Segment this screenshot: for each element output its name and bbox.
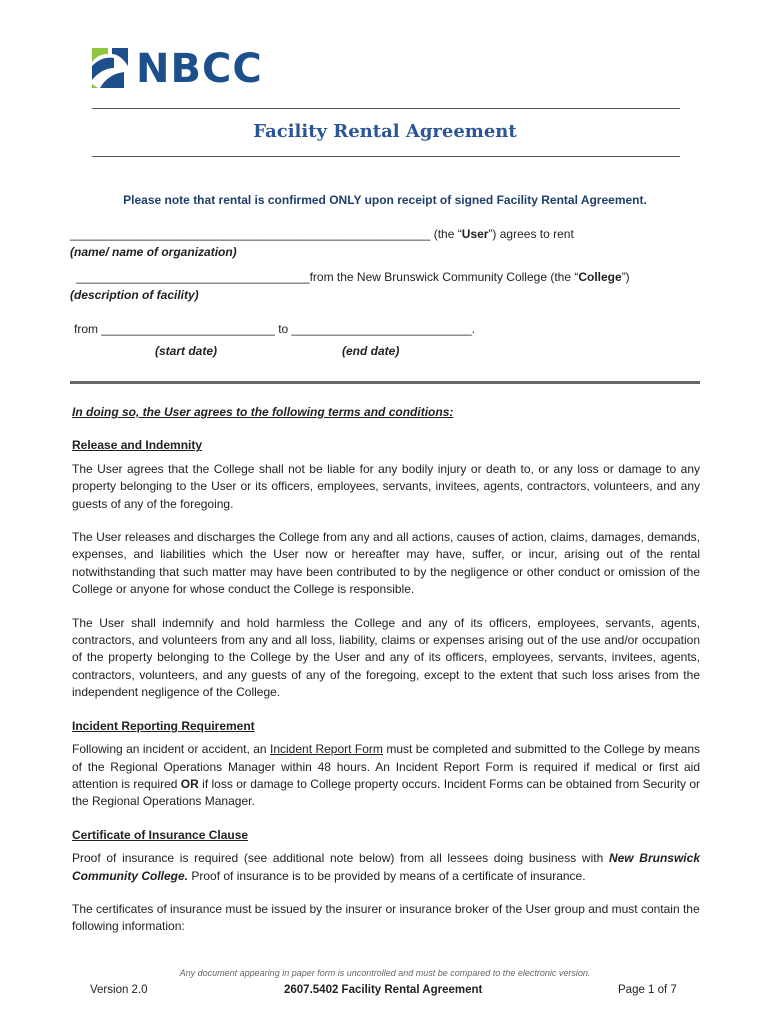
end-date-label: (end date) xyxy=(342,344,400,358)
nbcc-logo xyxy=(90,48,263,90)
section-divider xyxy=(70,381,700,384)
release-paragraph-1: The User agrees that the College shall not be liable for any bodily injury or death to, or any loss or damage to any property belonging to the User or its officers, employees, servants, invitees, agents, contractors, volunteers, and any guests of any of the foregoing. xyxy=(72,461,700,511)
start-date-label: (start date) xyxy=(155,344,218,358)
footer-page-number: Page 1 of 7 xyxy=(618,984,677,996)
footer-version: Version 2.0 xyxy=(90,984,148,996)
footer-disclaimer: Any document appearing in paper form is uncontrolled and must be compared to the electronic version. xyxy=(179,968,591,978)
incident-paragraph: Following an incident or accident, an Incident Report Form must be completed and submitted to the College by means of the Regional Operations Manager within 48 hours. An Incident Report Form is required if medical or first aid attention is required OR if loss or damage to College property occurs. Incident Forms can be obtained from Security or the Regional Operations Manager. xyxy=(72,742,700,809)
release-heading: Release and Indemnity xyxy=(72,438,203,453)
terms-intro: In doing so, the User agrees to the following terms and conditions: xyxy=(72,405,454,419)
name-field-label: (name/ name of organization) xyxy=(70,245,237,259)
dates-field-line[interactable]: from __________________________ to ___________________________. xyxy=(74,322,476,336)
terms-body xyxy=(72,404,700,936)
insurance-paragraph-2: The certificates of insurance must be issued by the insurer or insurance broker of the User group and must contain the following information: xyxy=(72,901,700,934)
incident-heading: Incident Reporting Requirement xyxy=(72,718,255,733)
name-field-line[interactable]: ______________________________________________________ (the “User”) agrees to rent xyxy=(70,227,574,241)
footer-document-id: 2607.5402 Facility Rental Agreement xyxy=(284,984,483,996)
facility-field-label: (description of facility) xyxy=(70,288,199,302)
nbcc-logo-mark-icon xyxy=(90,48,130,90)
release-paragraph-2: The User releases and discharges the College from any and all actions, causes of action, claims, damages, demands, expenses, and liabilities which the User now or hereafter may have, suffer, or incur, arising out of the rental notwithstanding that such matter may have been contributed to by the negligence or other conduct or omission of the College or anyone for whose conduct the College is responsible. xyxy=(72,530,700,597)
rental-notice: Please note that rental is confirmed ONLY upon receipt of signed Facility Rental Agreement. xyxy=(123,193,647,207)
header-rule-top xyxy=(92,108,680,109)
logo-wordmark: NBCC xyxy=(136,46,263,92)
insurance-paragraph-1: Proof of insurance is required (see additional note below) from all lessees doing business with New Brunswick Community College. Proof of insurance is to be provided by means of a certificate of insurance. xyxy=(72,851,700,883)
facility-field-line[interactable]: ___________________________________from the New Brunswick Community College (the “College”) xyxy=(76,270,630,284)
incident-report-form-link[interactable]: Incident Report Form xyxy=(270,742,383,757)
header-rule-bottom xyxy=(92,156,680,157)
document-title: Facility Rental Agreement xyxy=(253,121,517,142)
release-paragraph-3: The User shall indemnify and hold harmless the College and any of its officers, employees, servants, agents, contractors, and volunteers from any and all loss, liability, claims or expenses arising out of the use and/or occupation of the property belonging to the College by the User and any of its officers, employees, servants, invitees, agents, contractors, volunteers, and any guests of any of the foregoing, except to the extent that such loss arises from the independent negligence of the College. xyxy=(72,615,700,700)
insurance-heading: Certificate of Insurance Clause xyxy=(72,827,249,842)
